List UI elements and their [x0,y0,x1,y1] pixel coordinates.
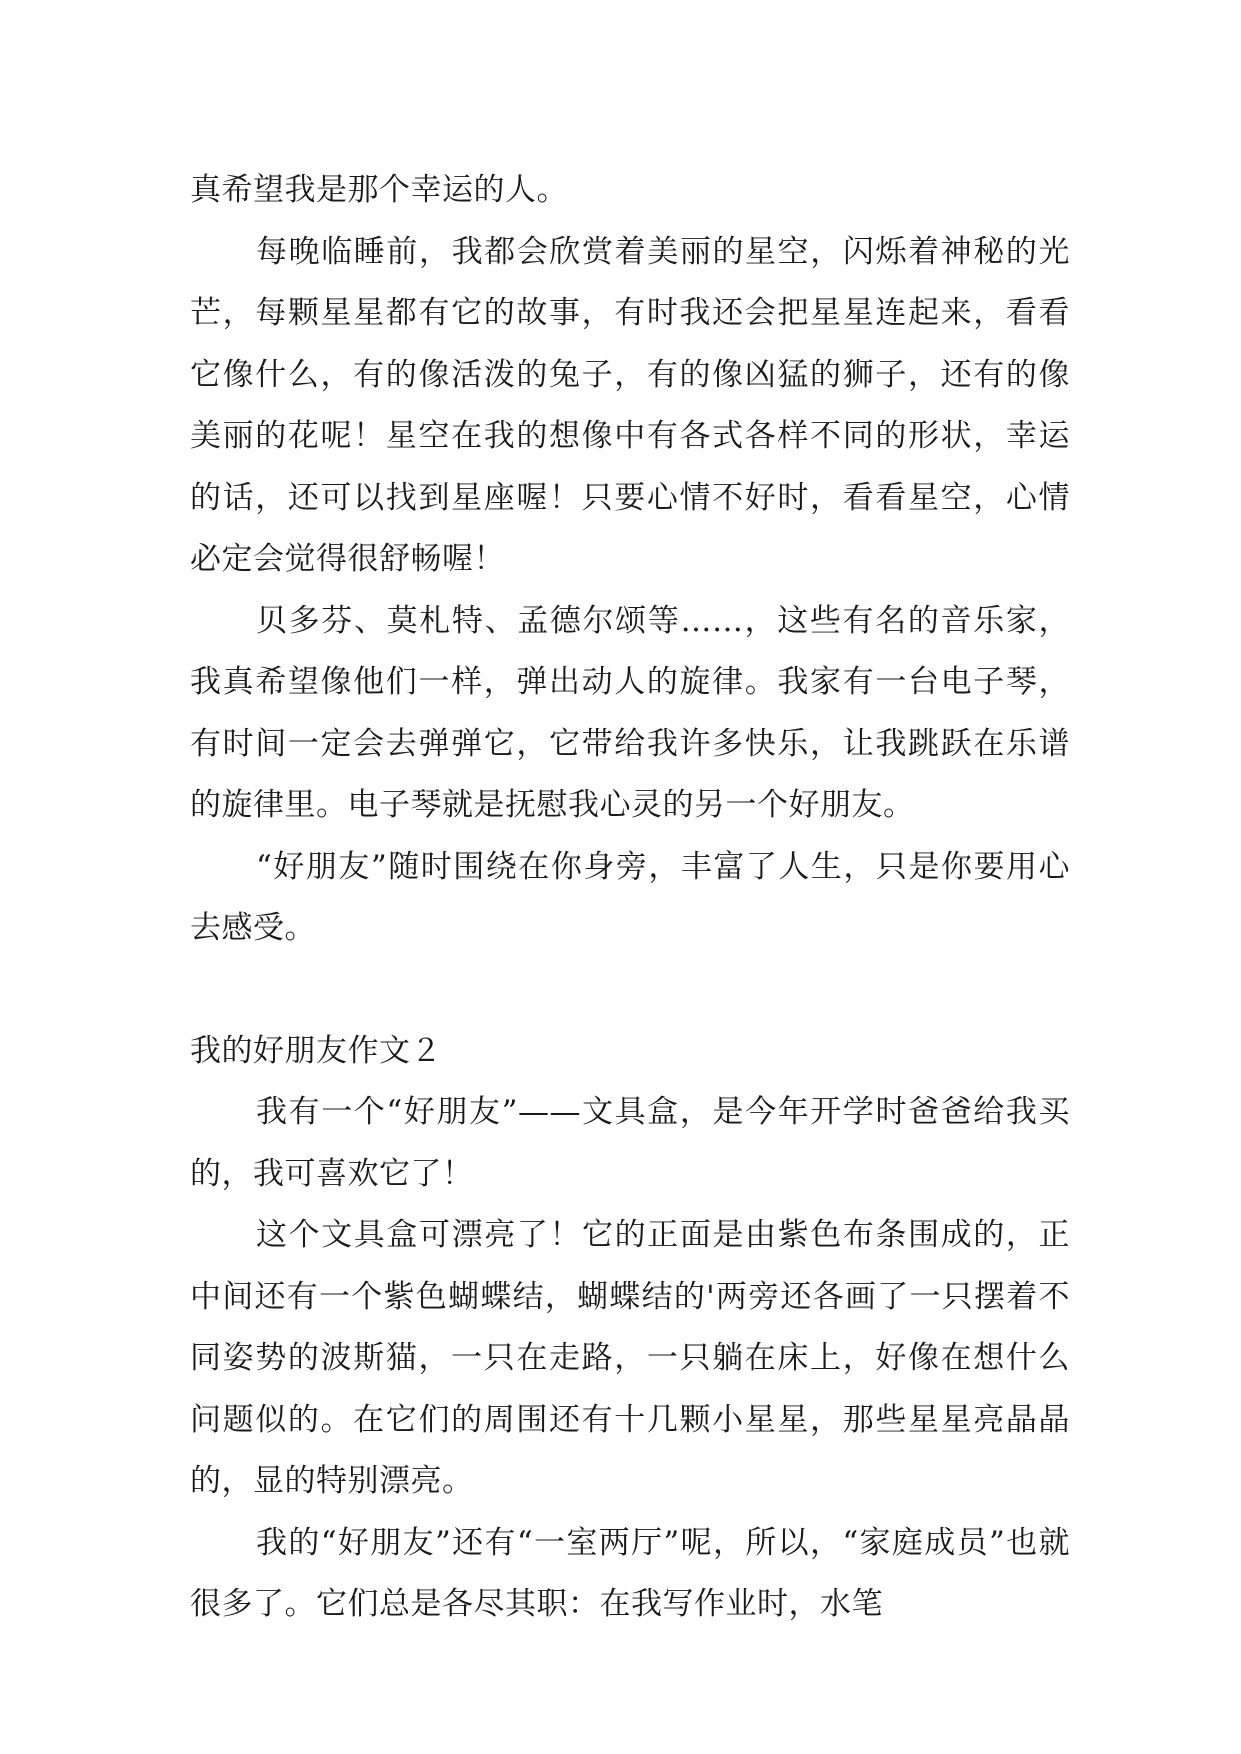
essay-title: 我的好朋友作文２ [190,1032,442,1069]
paragraph-pencil-case-rooms: 我的“好朋友”还有“一室两厅”呢，所以，“家庭成员”也就很多了。它们总是各尽其职：在我写作业时，水笔 [190,1524,1070,1622]
paragraph-conclusion: “好朋友”随时围绕在你身旁，丰富了人生，只是你要用心去感受。 [190,848,1070,946]
paragraph-pencil-case-description: 这个文具盒可漂亮了！它的正面是由紫色布条围成的，正中间还有一个紫色蝴蝶结，蝴蝶结的'两旁还各画了一只摆着不同姿势的波斯猫，一只在走路，一只躺在床上，好像在想什么问题似的。在它们的周围还有十几颗小星星，那些星星亮晶晶的，显的特别漂亮。 [190,1217,1070,1499]
paragraph-starry-sky: 每晚临睡前，我都会欣赏着美丽的星空，闪烁着神秘的光芒，每颗星星都有它的故事，有时我还会把星星连起来，看看它像什么，有的像活泼的兔子，有的像凶猛的狮子，还有的像美丽的花呢！星空在我的想像中有各式各样不同的形状，幸运的话，还可以找到星座喔！只要心情不好时，看看星空，心情必定会觉得很舒畅喔！ [190,233,1070,577]
paragraph-pencil-case-intro: 我有一个“好朋友”——文具盒，是今年开学时爸爸给我买的，我可喜欢它了！ [190,1094,1070,1192]
paragraph-continuation: 真希望我是那个幸运的人。 [190,172,568,208]
paragraph-music: 贝多芬、莫札特、孟德尔颂等……，这些有名的音乐家，我真希望像他们一样，弹出动人的旋律。我家有一台电子琴，有时间一定会去弹弹它，它带给我许多快乐，让我跳跃在乐谱的旋律里。电子琴就是抚慰我心灵的另一个好朋友。 [190,602,1070,823]
document-page [190,160,1070,1636]
